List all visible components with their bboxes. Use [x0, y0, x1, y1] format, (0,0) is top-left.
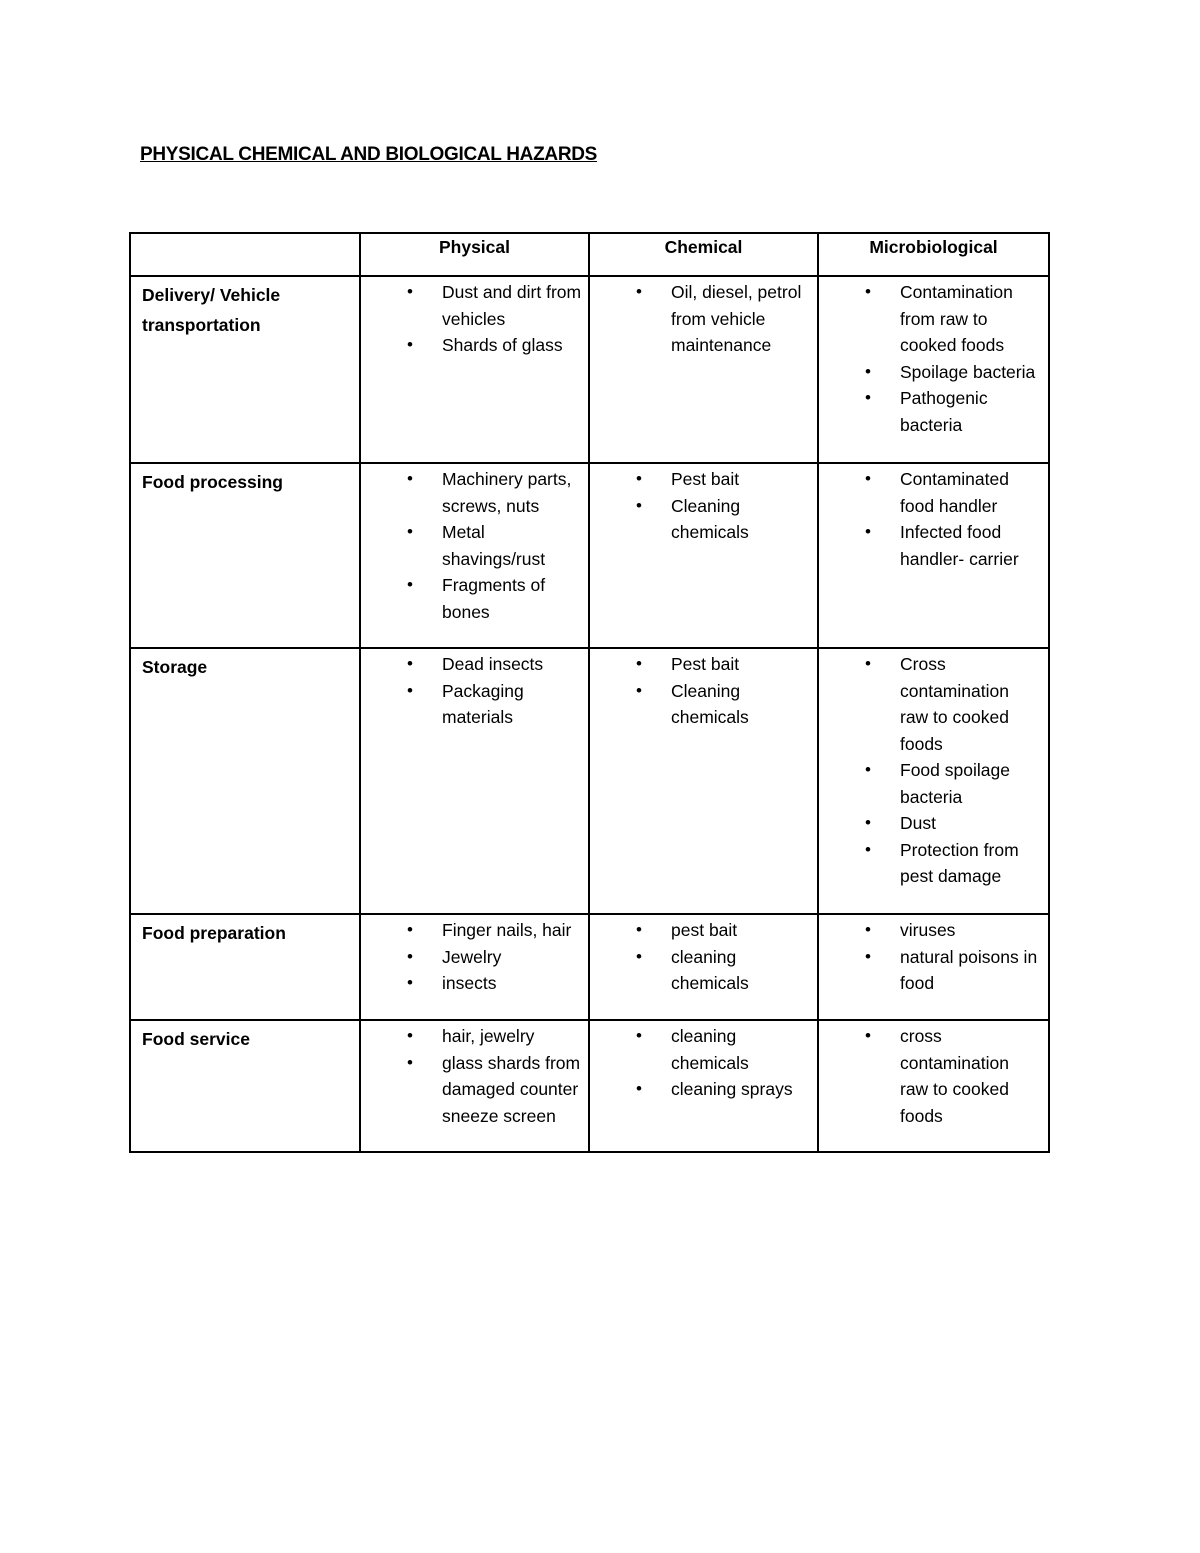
list-item-text: cross contamination raw to cooked foods — [900, 1026, 1009, 1126]
chemical-hazards-cell — [589, 276, 818, 463]
list-item — [819, 279, 1042, 359]
list-item — [819, 519, 1042, 572]
list-item — [361, 651, 582, 678]
physical-hazards-cell — [360, 276, 589, 463]
bullet-icon: • — [865, 946, 871, 966]
list-item — [819, 466, 1042, 519]
list-item — [819, 810, 1042, 837]
table-body — [130, 276, 1049, 1152]
microbiological-hazard-list — [819, 464, 1048, 572]
table-header-row — [130, 233, 1049, 276]
list-item — [590, 944, 811, 997]
chemical-hazard-list — [590, 277, 817, 359]
list-item-text: Infected food handler- carrier — [900, 522, 1019, 569]
list-item — [361, 678, 582, 731]
chemical-hazards-cell — [589, 1020, 818, 1152]
microbiological-hazards-cell — [818, 1020, 1049, 1152]
physical-hazards-cell — [360, 648, 589, 914]
page-title: PHYSICAL CHEMICAL AND BIOLOGICAL HAZARDS — [140, 144, 598, 165]
chemical-hazard-list — [590, 915, 817, 997]
bullet-icon: • — [865, 760, 871, 779]
bullet-icon: • — [636, 946, 642, 966]
list-item-text: insects — [442, 973, 497, 993]
bullet-icon: • — [407, 920, 413, 939]
chemical-hazard-list — [590, 649, 817, 731]
list-item-text: Machinery parts, screws, nuts — [442, 469, 572, 516]
list-item-text: Cross contamination raw to cooked foods — [900, 654, 1009, 754]
list-item-text: Cleaning chemicals — [671, 495, 749, 542]
list-item — [819, 944, 1042, 997]
list-item — [361, 519, 582, 572]
list-item-text: Pest bait — [671, 654, 740, 674]
microbiological-hazards-cell — [818, 276, 1049, 463]
list-item — [819, 651, 1042, 757]
physical-hazards-cell — [360, 914, 589, 1020]
bullet-icon: • — [636, 469, 642, 488]
list-item — [819, 757, 1042, 810]
bullet-icon: • — [865, 388, 871, 407]
bullet-icon: • — [407, 1052, 413, 1072]
microbiological-hazard-list — [819, 915, 1048, 997]
physical-hazard-list — [361, 277, 588, 359]
list-item — [361, 917, 582, 944]
list-item — [819, 917, 1042, 944]
bullet-icon: • — [865, 1026, 871, 1045]
bullet-icon: • — [407, 522, 413, 541]
list-item — [361, 279, 582, 332]
row-label: Food service — [130, 1020, 360, 1152]
list-item-text: Jewelry — [442, 946, 502, 967]
chemical-hazards-cell — [589, 463, 818, 648]
table-row — [130, 1020, 1049, 1152]
physical-hazard-list — [361, 915, 588, 997]
list-item — [590, 1023, 811, 1076]
list-item-text: Metal shavings/rust — [442, 522, 546, 569]
bullet-icon: • — [636, 1026, 642, 1045]
chemical-hazard-list — [590, 464, 817, 546]
physical-hazard-list — [361, 649, 588, 731]
list-item-text: Dust and dirt from vehicles — [442, 282, 582, 329]
bullet-icon: • — [865, 813, 871, 832]
bullet-icon: • — [636, 680, 642, 700]
bullet-icon: • — [407, 1026, 413, 1045]
list-item — [590, 651, 811, 678]
list-item-text: cleaning chemicals — [671, 1026, 749, 1073]
list-item-text: hair, jewelry — [442, 1026, 535, 1046]
microbiological-hazard-list — [819, 649, 1048, 890]
bullet-icon: • — [407, 654, 413, 673]
list-item-text: Spoilage bacteria — [900, 361, 1036, 382]
physical-hazard-list — [361, 1021, 588, 1129]
bullet-icon: • — [407, 469, 413, 488]
table-row — [130, 276, 1049, 463]
bullet-icon: • — [865, 522, 871, 541]
list-item-text: cleaning sprays — [671, 1079, 793, 1099]
list-item-text: Shards of glass — [442, 335, 563, 355]
list-item-text: pest bait — [671, 920, 738, 940]
bullet-icon: • — [865, 282, 871, 301]
bullet-icon: • — [407, 946, 413, 966]
list-item-text: Packaging materials — [442, 680, 524, 727]
header-cell-microbiological: Microbiological — [818, 233, 1049, 276]
list-item — [819, 385, 1042, 438]
list-item — [361, 1050, 582, 1130]
list-item — [361, 332, 582, 359]
bullet-icon: • — [407, 680, 413, 700]
bullet-icon: • — [636, 495, 642, 515]
row-label: Food preparation — [130, 914, 360, 1020]
microbiological-hazards-cell — [818, 914, 1049, 1020]
table-row — [130, 463, 1049, 648]
list-item — [819, 359, 1042, 386]
physical-hazard-list — [361, 464, 588, 625]
list-item — [590, 493, 811, 546]
physical-hazards-cell — [360, 1020, 589, 1152]
list-item — [361, 572, 582, 625]
list-item-text: Dead insects — [442, 654, 544, 674]
row-label: Food processing — [130, 463, 360, 648]
list-item — [819, 1023, 1042, 1129]
bullet-icon: • — [636, 1079, 642, 1098]
list-item-text: glass shards from damaged counter sneeze screen — [442, 1052, 581, 1126]
list-item-text: Fragments of bones — [442, 575, 546, 622]
microbiological-hazard-list — [819, 1021, 1048, 1129]
list-item — [361, 944, 582, 971]
physical-hazards-cell — [360, 463, 589, 648]
hazards-table — [129, 232, 1050, 1153]
list-item-text: Pest bait — [671, 469, 740, 489]
table-row — [130, 914, 1049, 1020]
bullet-icon: • — [865, 469, 871, 488]
list-item-text: Contaminated food handler — [900, 469, 1009, 516]
list-item-text: Oil, diesel, petrol from vehicle maintenance — [671, 282, 802, 355]
bullet-icon: • — [865, 361, 871, 381]
list-item-text: Contamination from raw to cooked foods — [900, 282, 1013, 355]
header-cell-physical: Physical — [360, 233, 589, 276]
header-cell-chemical: Chemical — [589, 233, 818, 276]
list-item — [819, 837, 1042, 890]
bullet-icon: • — [865, 839, 871, 859]
list-item-text: cleaning chemicals — [671, 946, 749, 993]
list-item — [361, 1023, 582, 1050]
list-item — [590, 917, 811, 944]
list-item-text: natural poisons in food — [900, 946, 1038, 993]
bullet-icon: • — [407, 335, 413, 354]
bullet-icon: • — [865, 920, 871, 939]
row-label: Delivery/ Vehicle transportation — [130, 276, 360, 463]
bullet-icon: • — [636, 282, 642, 301]
microbiological-hazard-list — [819, 277, 1048, 438]
bullet-icon: • — [636, 654, 642, 673]
list-item-text: Protection from pest damage — [900, 839, 1019, 886]
header-cell-empty — [130, 233, 360, 276]
row-label: Storage — [130, 648, 360, 914]
list-item — [361, 466, 582, 519]
bullet-icon: • — [636, 920, 642, 939]
list-item-text: Dust — [900, 813, 936, 833]
list-item — [361, 970, 582, 997]
bullet-icon: • — [407, 973, 413, 992]
list-item — [590, 678, 811, 731]
table-row — [130, 648, 1049, 914]
microbiological-hazards-cell — [818, 648, 1049, 914]
bullet-icon: • — [865, 654, 871, 673]
bullet-icon: • — [407, 282, 413, 301]
list-item-text: Cleaning chemicals — [671, 680, 749, 727]
list-item-text: Food spoilage bacteria — [900, 760, 1010, 807]
list-item — [590, 466, 811, 493]
list-item — [590, 1076, 811, 1103]
microbiological-hazards-cell — [818, 463, 1049, 648]
chemical-hazards-cell — [589, 648, 818, 914]
chemical-hazard-list — [590, 1021, 817, 1103]
list-item-text: viruses — [900, 920, 956, 940]
bullet-icon: • — [407, 575, 413, 594]
list-item-text: Finger nails, hair — [442, 920, 572, 940]
list-item-text: Pathogenic bacteria — [900, 388, 988, 435]
list-item — [590, 279, 811, 359]
chemical-hazards-cell — [589, 914, 818, 1020]
